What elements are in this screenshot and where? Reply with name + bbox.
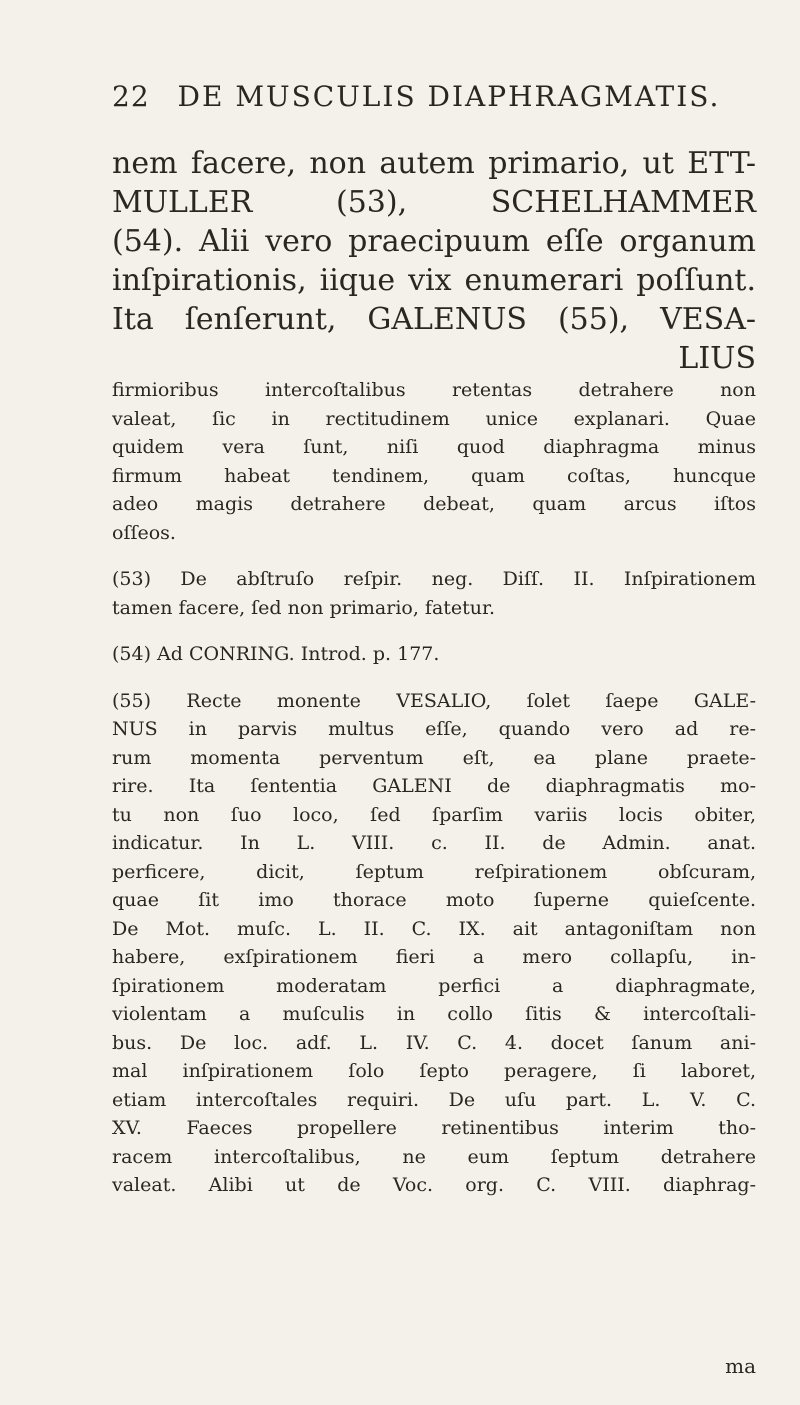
- footnote-55-line: perficere, dicit, ſeptum reſpirationem obſcuram,: [112, 860, 756, 883]
- footnote-55-line: ſpirationem moderatam perfici a diaphragmate,: [112, 974, 756, 997]
- footnote-55: [112, 687, 756, 1200]
- footnote-55-line: bus. De loc. adf. L. IV. C. 4. docet ſanum ani-: [112, 1031, 756, 1054]
- footnote-line: firmum habeat tendinem, quam coſtas, huncque: [112, 464, 756, 487]
- footnote-55-line: rum momenta perventum eſt, ea plane praete-: [112, 746, 756, 769]
- footnote-55-line: indicatur. In L. VIII. c. II. de Admin. anat.: [112, 832, 756, 854]
- footnote-line: oſſeos.: [112, 521, 176, 544]
- footnote-53-line: tamen facere, ſed non primario, fatetur.: [112, 596, 496, 619]
- footnote-55-line: De Mot. muſc. L. II. C. IX. ait antagoniſtam non: [112, 917, 756, 940]
- running-header: [112, 80, 752, 113]
- footnote-line: firmioribus intercoſtalibus retentas detrahere non: [112, 379, 756, 401]
- footnote-55-line: etiam intercoſtales requiri. De uſu part. L. V. C.: [112, 1088, 756, 1111]
- main-text-line: MULLER (53), SCHELHAMMER: [112, 185, 756, 220]
- footnote-54: (54) Ad CONRING. Introd. p. 177.: [112, 643, 440, 665]
- footnote-55-line: (55) Recte monente VESALIO, ſolet ſaepe GALE-: [112, 689, 756, 712]
- footnote-55-line: tu non ſuo loco, ſed ſparſim variis locis obiter,: [112, 803, 756, 826]
- page-number: 22: [112, 80, 150, 113]
- footnotes: [112, 376, 756, 1200]
- footnote-line: adeo magis detrahere debeat, quam arcus iſtos: [112, 493, 756, 515]
- main-text: [112, 144, 756, 378]
- footnote-55-line: NUS in parvis multus eſſe, quando vero ad re-: [112, 718, 756, 740]
- main-text-line: (54). Alii vero praecipuum eſſe organum: [112, 224, 756, 259]
- main-text-line: nem facere, non autem primario, ut ETT-: [112, 146, 756, 181]
- footnote-55-line: racem intercoſtalibus, ne eum ſeptum detrahere: [112, 1145, 756, 1168]
- catchword: ma: [725, 1354, 756, 1378]
- footnote-55-line: valeat. Alibi ut de Voc. org. C. VIII. diaphrag-: [112, 1174, 756, 1196]
- main-text-line: LIUS: [678, 341, 756, 376]
- footnote-55-line: mal inſpirationem ſolo ſepto peragere, ſi laboret,: [112, 1060, 756, 1082]
- footnote-55-line: violentam a muſculis in collo ſitis & intercoſtali-: [112, 1003, 756, 1025]
- main-text-line: inſpirationis, iique vix enumerari poſſunt.: [112, 263, 756, 298]
- footnote-55-line: quae ſit imo thorace moto ſuperne quieſcente.: [112, 889, 756, 911]
- footnote-line: quidem vera ſunt, niſi quod diaphragma minus: [112, 436, 756, 458]
- footnote-53-line: (53) De abſtruſo reſpir. neg. Diſſ. II. Inſpirationem: [112, 568, 756, 590]
- running-title: DE MUSCULIS DIAPHRAGMATIS.: [177, 80, 721, 113]
- footnote-55-line: rire. Ita ſententia GALENI de diaphragmatis mo-: [112, 775, 756, 797]
- footnote-line: valeat, ſic in rectitudinem unice explanari. Quae: [112, 407, 756, 430]
- footnote-55-line: habere, exſpirationem fieri a mero collapſu, in-: [112, 946, 756, 968]
- footnote-55-line: XV. Faeces propellere retinentibus interim tho-: [112, 1117, 756, 1139]
- main-text-line: Ita ſenſerunt, GALENUS (55), VESA-: [112, 302, 756, 337]
